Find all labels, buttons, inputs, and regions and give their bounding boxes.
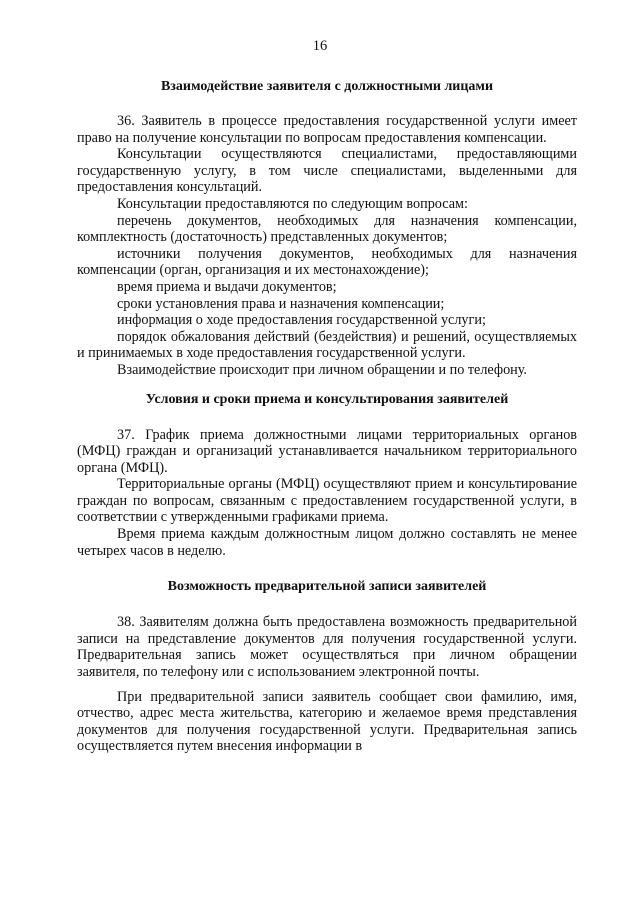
paragraph-interaction: Взаимодействие происходит при личном обращении и по телефону.: [117, 361, 527, 378]
list-item: порядок обжалования действий (бездействия) и решений, осуществляемых и принимаемых в ходе предоставления государственной услуги.: [77, 328, 577, 362]
list-item: время приема и выдачи документов;: [117, 278, 337, 295]
list-item: перечень документов, необходимых для назначения компенсации, комплектность (достаточность) представленных документов;: [77, 212, 577, 246]
page-number: 16: [312, 38, 328, 54]
list-item: сроки установления права и назначения компенсации;: [117, 295, 445, 312]
paragraph-preregistration: При предварительной записи заявитель сообщает свои фамилию, имя, отчество, адрес места жительства, категорию и желаемое время представления документов для получения государственной услуги. Предварительная запись осуществляется путем внесения информации в: [77, 688, 577, 755]
section-heading-preregistration: Возможность предварительной записи заявителей: [167, 579, 487, 595]
paragraph-36: 36. Заявитель в процессе предоставления государственной услуги имеет право на получение консультации по вопросам предоставления компенсации.: [77, 113, 577, 146]
paragraph-territorial: Территориальные органы (МФЦ) осуществляют прием и консультирование граждан по вопросам, связанным с предоставлением государственной услуги, в соответствии с утвержденными графиками приема.: [77, 476, 577, 526]
paragraph-37: 37. График приема должностными лицами территориальных органов (МФЦ) граждан и организаций устанавливается начальником территориального органа (МФЦ).: [77, 426, 577, 476]
paragraph-reception-time: Время приема каждым должностным лицом должно составлять не менее четырех часов в неделю.: [77, 526, 577, 559]
list-item: источники получения документов, необходимых для назначения компенсации (орган, организация и их местонахождение);: [77, 245, 577, 279]
list-item: информация о ходе предоставления государственной услуги;: [117, 312, 486, 329]
paragraph-consultations: Консультации осуществляются специалистами, предоставляющими государственную услугу, в том числе специалистами, выделенными для предоставления консультаций.: [77, 146, 577, 196]
document-body: [77, 78, 577, 755]
section-heading-conditions: Условия и сроки приема и консультирования заявителей: [145, 391, 509, 407]
paragraph-questions: Консультации предоставляются по следующим вопросам:: [117, 195, 468, 212]
paragraph-38: 38. Заявителям должна быть предоставлена возможность предварительной записи на представление документов для получения государственной услуги. Предварительная запись может осуществляться при личном обращении заявителя, по телефону или с использованием электронной почты.: [77, 614, 577, 681]
section-heading-interaction: Взаимодействие заявителя с должностными лицами: [160, 79, 494, 94]
